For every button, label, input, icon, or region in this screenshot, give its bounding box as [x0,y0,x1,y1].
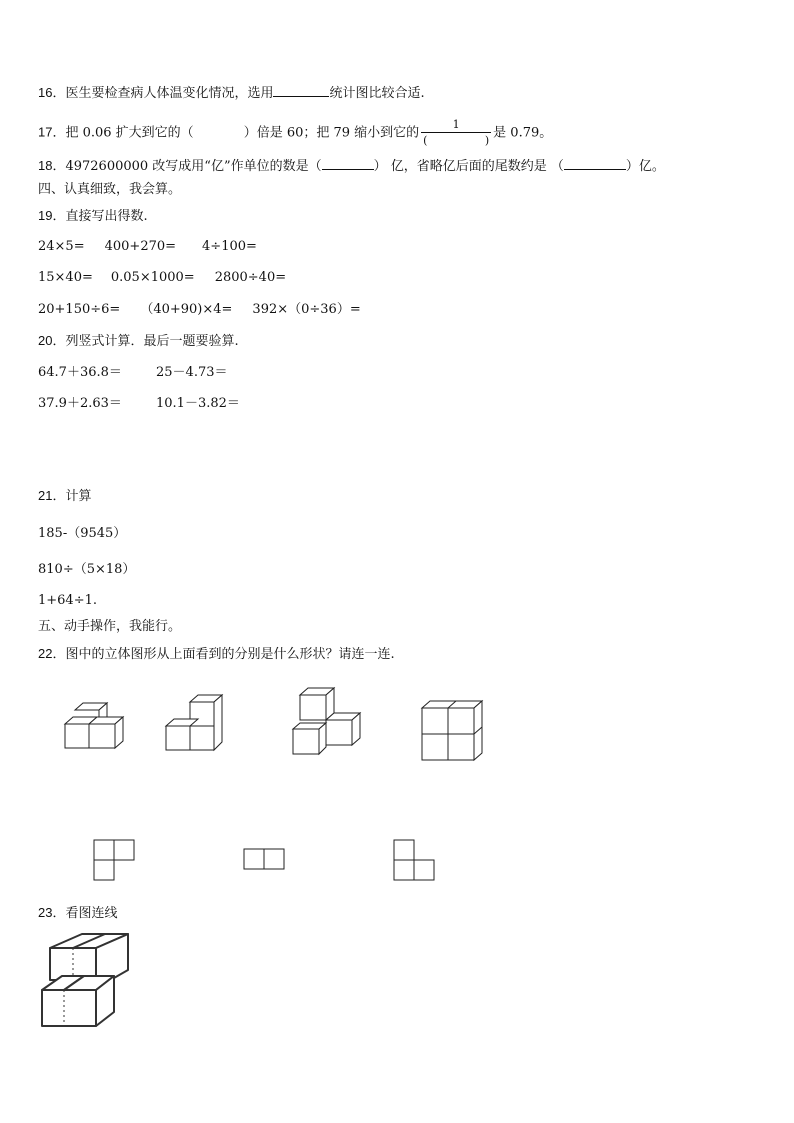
question-text: 看图连线 [65,906,118,921]
solid-figure-1[interactable] [60,700,130,752]
question-text: 医生要检查病人体温变化情况，选用 [65,86,274,101]
question-23 [38,904,117,923]
calc-row [38,301,361,319]
calc-item: 24×5= [38,239,85,254]
question-text: 图中的立体图形从上面看到的分别是什么形状？请连一连. [65,647,395,662]
section-5-title: 五、动手操作，我能行。 [38,619,182,634]
question-text: 计算 [65,489,92,504]
calc-row [38,364,228,382]
fraction-denominator[interactable] [421,132,491,150]
question-text: 4972600000 改写成用“亿”作单位的数是（ [65,159,322,174]
top-view-2[interactable] [242,847,288,871]
section-4-title: 四、认真细致，我会算。 [38,182,182,197]
question-number: 23． [38,905,66,920]
calc-item: （40+90)×4= [140,302,233,317]
calc-item: 64.7＋36.8＝ [38,365,122,380]
question-18 [38,155,665,176]
calc-item: 0.05×1000= [110,270,195,285]
question-20 [38,332,239,351]
calc-item: 2800÷40= [214,270,287,285]
question-19 [38,207,148,226]
answer-blank[interactable] [322,155,374,170]
calc-line: 810÷（5×18） [38,562,136,577]
calc-item: 20+150÷6= [38,302,121,317]
calc-row [38,269,286,287]
question-text: ）亿。 [625,159,665,174]
question-number: 18． [38,158,66,173]
fraction [421,118,491,148]
solid-figure-5[interactable] [38,928,134,1032]
question-21 [38,487,91,506]
paren-right: ) [484,134,490,147]
calc-item: 400+270= [104,239,177,254]
question-22 [38,645,395,664]
fraction-numerator: 1 [452,118,460,131]
answer-blank[interactable] [564,155,626,170]
question-number: 16． [38,85,66,100]
question-text: ）倍是 60；把 79 缩小到它的 [243,125,420,141]
calc-item: 25－4.73＝ [156,365,228,380]
answer-blank[interactable] [273,82,329,97]
question-text: 是 0.79。 [493,125,553,141]
calc-item: 37.9＋2.63＝ [38,396,122,411]
calc-item: 392×（0÷36）= [252,302,361,317]
question-text: 列竖式计算．最后一题要验算. [65,334,239,349]
question-16 [38,82,425,103]
calc-item: 4÷100= [202,239,257,254]
top-view-3[interactable] [392,838,438,882]
question-number: 19． [38,208,66,223]
calc-item: 10.1－3.82＝ [156,396,240,411]
calc-item: 15×40= [38,270,93,285]
top-view-1[interactable] [92,838,138,882]
question-number: 20． [38,333,66,348]
question-number: 21． [38,488,66,503]
calc-line: 185-（9545） [38,526,127,541]
solid-figure-2[interactable] [160,690,230,754]
question-text: 直接写出得数. [65,209,148,224]
question-text: ） 亿，省略亿后面的尾数约是 （ [373,159,564,174]
solid-figure-4[interactable] [416,696,486,762]
calc-row [38,395,240,413]
paren-left: ( [423,134,428,147]
question-text: 把 0.06 扩大到它的（ [65,125,194,141]
question-17 [38,118,552,148]
question-number: 17． [38,124,66,140]
solid-figure-3[interactable] [286,683,366,759]
calc-line: 1+64÷1. [38,593,98,608]
calc-row [38,238,257,256]
question-text: 统计图比较合适. [329,86,425,101]
question-number: 22． [38,646,66,661]
